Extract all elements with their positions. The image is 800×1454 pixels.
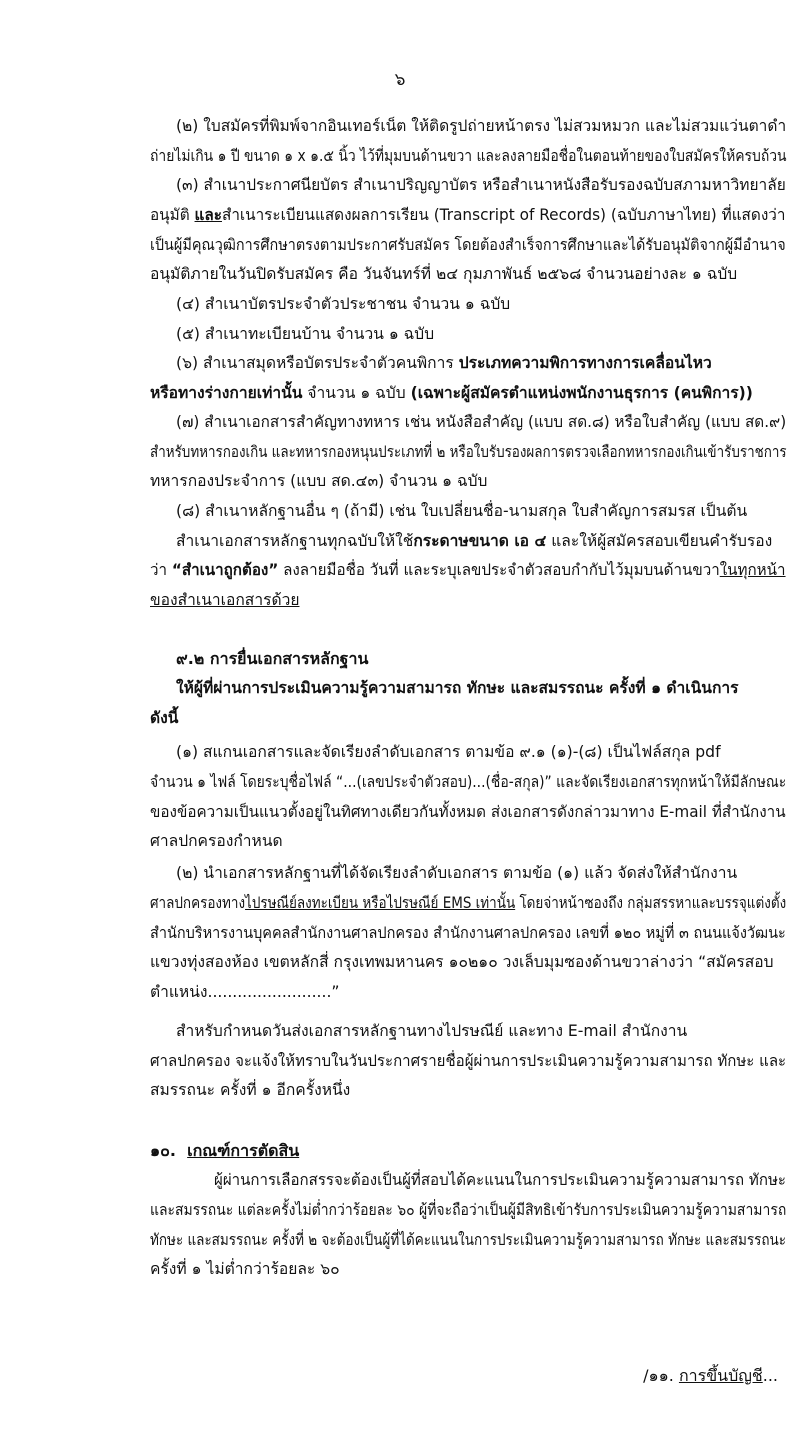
item-7-line-2: สำหรับทหารกองเกิน และทหารกองหนุนประเภทที่ ๒ หรือใบรับรองผลการตรวจเลือกทหารกองเกินเข้ารับราชการ — [150, 443, 787, 461]
closing-line-1: สำหรับกำหนดวันส่งเอกสารหลักฐานทางไปรษณีย์ และทาง E-mail สำนักงาน — [176, 1022, 688, 1040]
item-6-line-1: (๖) สำเนาสมุดหรือบัตรประจำตัวคนพิการ ประเภทความพิการทางการเคลื่อนไหว — [176, 354, 712, 372]
criteria-line-1: ผู้ผ่านการเลือกสรรจะต้องเป็นผู้ที่สอบได้คะแนนในการประเมินความรู้ความสามารถ ทักษะ — [214, 1171, 786, 1189]
item-6-line-2: หรือทางร่างกายเท่านั้น จำนวน ๑ ฉบับ (เฉพาะผู้สมัครตำแหน่งพนักงานธุรการ (คนพิการ)) — [150, 384, 753, 402]
criteria-line-2: และสมรรถนะ แต่ละครั้งไม่ต่ำกว่าร้อยละ ๖๐ ผู้ที่จะถือว่าเป็นผู้มีสิทธิเข้ารับการประเมินความรู้ความสามารถ — [150, 1201, 787, 1219]
submit-item-2-line-1: (๒) นำเอกสารหลักฐานที่ได้จัดเรียงลำดับเอกสาร ตามข้อ (๑) แล้ว จัดส่งให้สำนักงาน — [176, 864, 738, 882]
submit-item-2-line-2: ศาลปกครองทางไปรษณีย์ลงทะเบียน หรือไปรษณีย์ EMS เท่านั้น โดยจ่าหน้าซองถึง กลุ่มสรรหาและบรรจุแต่งตั้ง — [150, 894, 787, 912]
item-7-line-1: (๗) สำเนาเอกสารสำคัญทางทหาร เช่น หนังสือสำคัญ (แบบ สด.๘) หรือใบสำคัญ (แบบ สด.๙) — [176, 413, 787, 431]
submit-item-2-line-5: ตำแหน่ง.........................” — [150, 983, 340, 1001]
submit-item-1-line-2: จำนวน ๑ ไฟล์ โดยระบุชื่อไฟล์ “...(เลขประจำตัวสอบ)...(ชื่อ-สกุล)” และจัดเรียงเอกสารทุกหน้าให้มีลักษณะ — [150, 773, 787, 791]
item-3-line-3: เป็นผู้มีคุณวุฒิการศึกษาตรงตามประกาศรับสมัคร โดยต้องสำเร็จการศึกษาและได้รับอนุมัติจากผู้มีอำนาจ — [150, 236, 786, 254]
section-9-2-heading: ๙.๒ การยื่นเอกสารหลักฐาน — [176, 649, 369, 668]
copy-note-line-3: ของสำเนาเอกสารด้วย — [150, 591, 300, 609]
criteria-line-3: ทักษะ และสมรรถนะ ครั้งที่ ๒ จะต้องเป็นผู้ที่ได้คะแนนในการประเมินความรู้ความสามารถ ทักษะ และสมรรถนะ — [150, 1231, 787, 1249]
item-3-line-2: อนุมัติ และสำเนาระเบียนแสดงผลการเรียน (Transcript of Records) (ฉบับภาษาไทย) ที่แสดงว่า — [150, 206, 786, 224]
section-10-heading: ๑๐. เกณฑ์การตัดสิน — [150, 1141, 300, 1160]
section-9-2-intro-line-2: ดังนี้ — [150, 709, 179, 727]
submit-item-2-line-3: สำนักบริหารงานบุคคลสำนักงานศาลปกครอง สำนักงานศาลปกครอง เลขที่ ๑๒๐ หมู่ที่ ๓ ถนนแจ้งวัฒนะ — [150, 924, 786, 942]
page-number: ๖ — [394, 70, 406, 90]
submit-item-1-line-3: ของข้อความเป็นแนวตั้งอยู่ในทิศทางเดียวกันทั้งหมด ส่งเอกสารดังกล่าวมาทาง E-mail ที่สำนักงาน — [150, 803, 786, 821]
item-5: (๕) สำเนาทะเบียนบ้าน จำนวน ๑ ฉบับ — [176, 325, 435, 343]
section-9-2-intro-line-1: ให้ผู้ที่ผ่านการประเมินความรู้ความสามารถ ทักษะ และสมรรถนะ ครั้งที่ ๑ ดำเนินการ — [176, 679, 739, 697]
item-2-line-1: (๒) ใบสมัครที่พิมพ์จากอินเทอร์เน็ต ให้ติดรูปถ่ายหน้าตรง ไม่สวมหมวก และไม่สวมแว่นตาดำ — [176, 117, 787, 135]
item-7-line-3: ทหารกองประจำการ (แบบ สด.๔๓) จำนวน ๑ ฉบับ — [150, 472, 488, 490]
item-2-line-2: ถ่ายไม่เกิน ๑ ปี ขนาด ๑ x ๑.๕ นิ้ว ไว้ที่มุมบนด้านขวา และลงลายมือชื่อในตอนท้ายของใบสมัครให้ครบถ้วน — [150, 147, 787, 165]
item-8: (๘) สำเนาหลักฐานอื่น ๆ (ถ้ามี) เช่น ใบเปลี่ยนชื่อ-นามสกุล ใบสำคัญการสมรส เป็นต้น — [176, 502, 748, 520]
closing-line-3: สมรรถนะ ครั้งที่ ๑ อีกครั้งหนึ่ง — [150, 1081, 351, 1099]
item-3-line-4: อนุมัติภายในวันปิดรับสมัคร คือ วันจันทร์ที่ ๒๔ กุมภาพันธ์ ๒๕๖๘ จำนวนอย่างละ ๑ ฉบับ — [150, 265, 738, 283]
submit-item-1-line-1: (๑) สแกนเอกสารและจัดเรียงลำดับเอกสาร ตามข้อ ๙.๑ (๑)-(๘) เป็นไฟล์สกุล pdf — [176, 743, 721, 761]
copy-note-line-2: ว่า “สำเนาถูกต้อง” ลงลายมือชื่อ วันที่ และระบุเลขประจำตัวสอบกำกับไว้มุมบนด้านขวาในทุกหน้า — [150, 561, 786, 579]
item-4: (๔) สำเนาบัตรประจำตัวประชาชน จำนวน ๑ ฉบับ — [176, 295, 511, 313]
copy-note-line-1: สำเนาเอกสารหลักฐานทุกฉบับให้ใช้กระดาษขนาด เอ ๔ และให้ผู้สมัครสอบเขียนคำรับรอง — [176, 532, 773, 550]
closing-line-2: ศาลปกครอง จะแจ้งให้ทราบในวันประกาศรายชื่อผู้ผ่านการประเมินความรู้ความสามารถ ทักษะ และ — [150, 1052, 787, 1070]
criteria-line-4: ครั้งที่ ๑ ไม่ต่ำกว่าร้อยละ ๖๐ — [150, 1260, 340, 1278]
next-page-reference: /๑๑. การขึ้นบัญชี... — [643, 1366, 778, 1385]
item-3-line-1: (๓) สำเนาประกาศนียบัตร สำเนาปริญญาบัตร หรือสำเนาหนังสือรับรองฉบับสภามหาวิทยาลัย — [176, 176, 786, 194]
submit-item-2-line-4: แขวงทุ่งสองห้อง เขตหลักสี่ กรุงเทพมหานคร ๑๐๒๑๐ วงเล็บมุมซองด้านขวาล่างว่า “สมัครสอบ — [150, 953, 774, 971]
submit-item-1-line-4: ศาลปกครองกำหนด — [150, 832, 283, 850]
